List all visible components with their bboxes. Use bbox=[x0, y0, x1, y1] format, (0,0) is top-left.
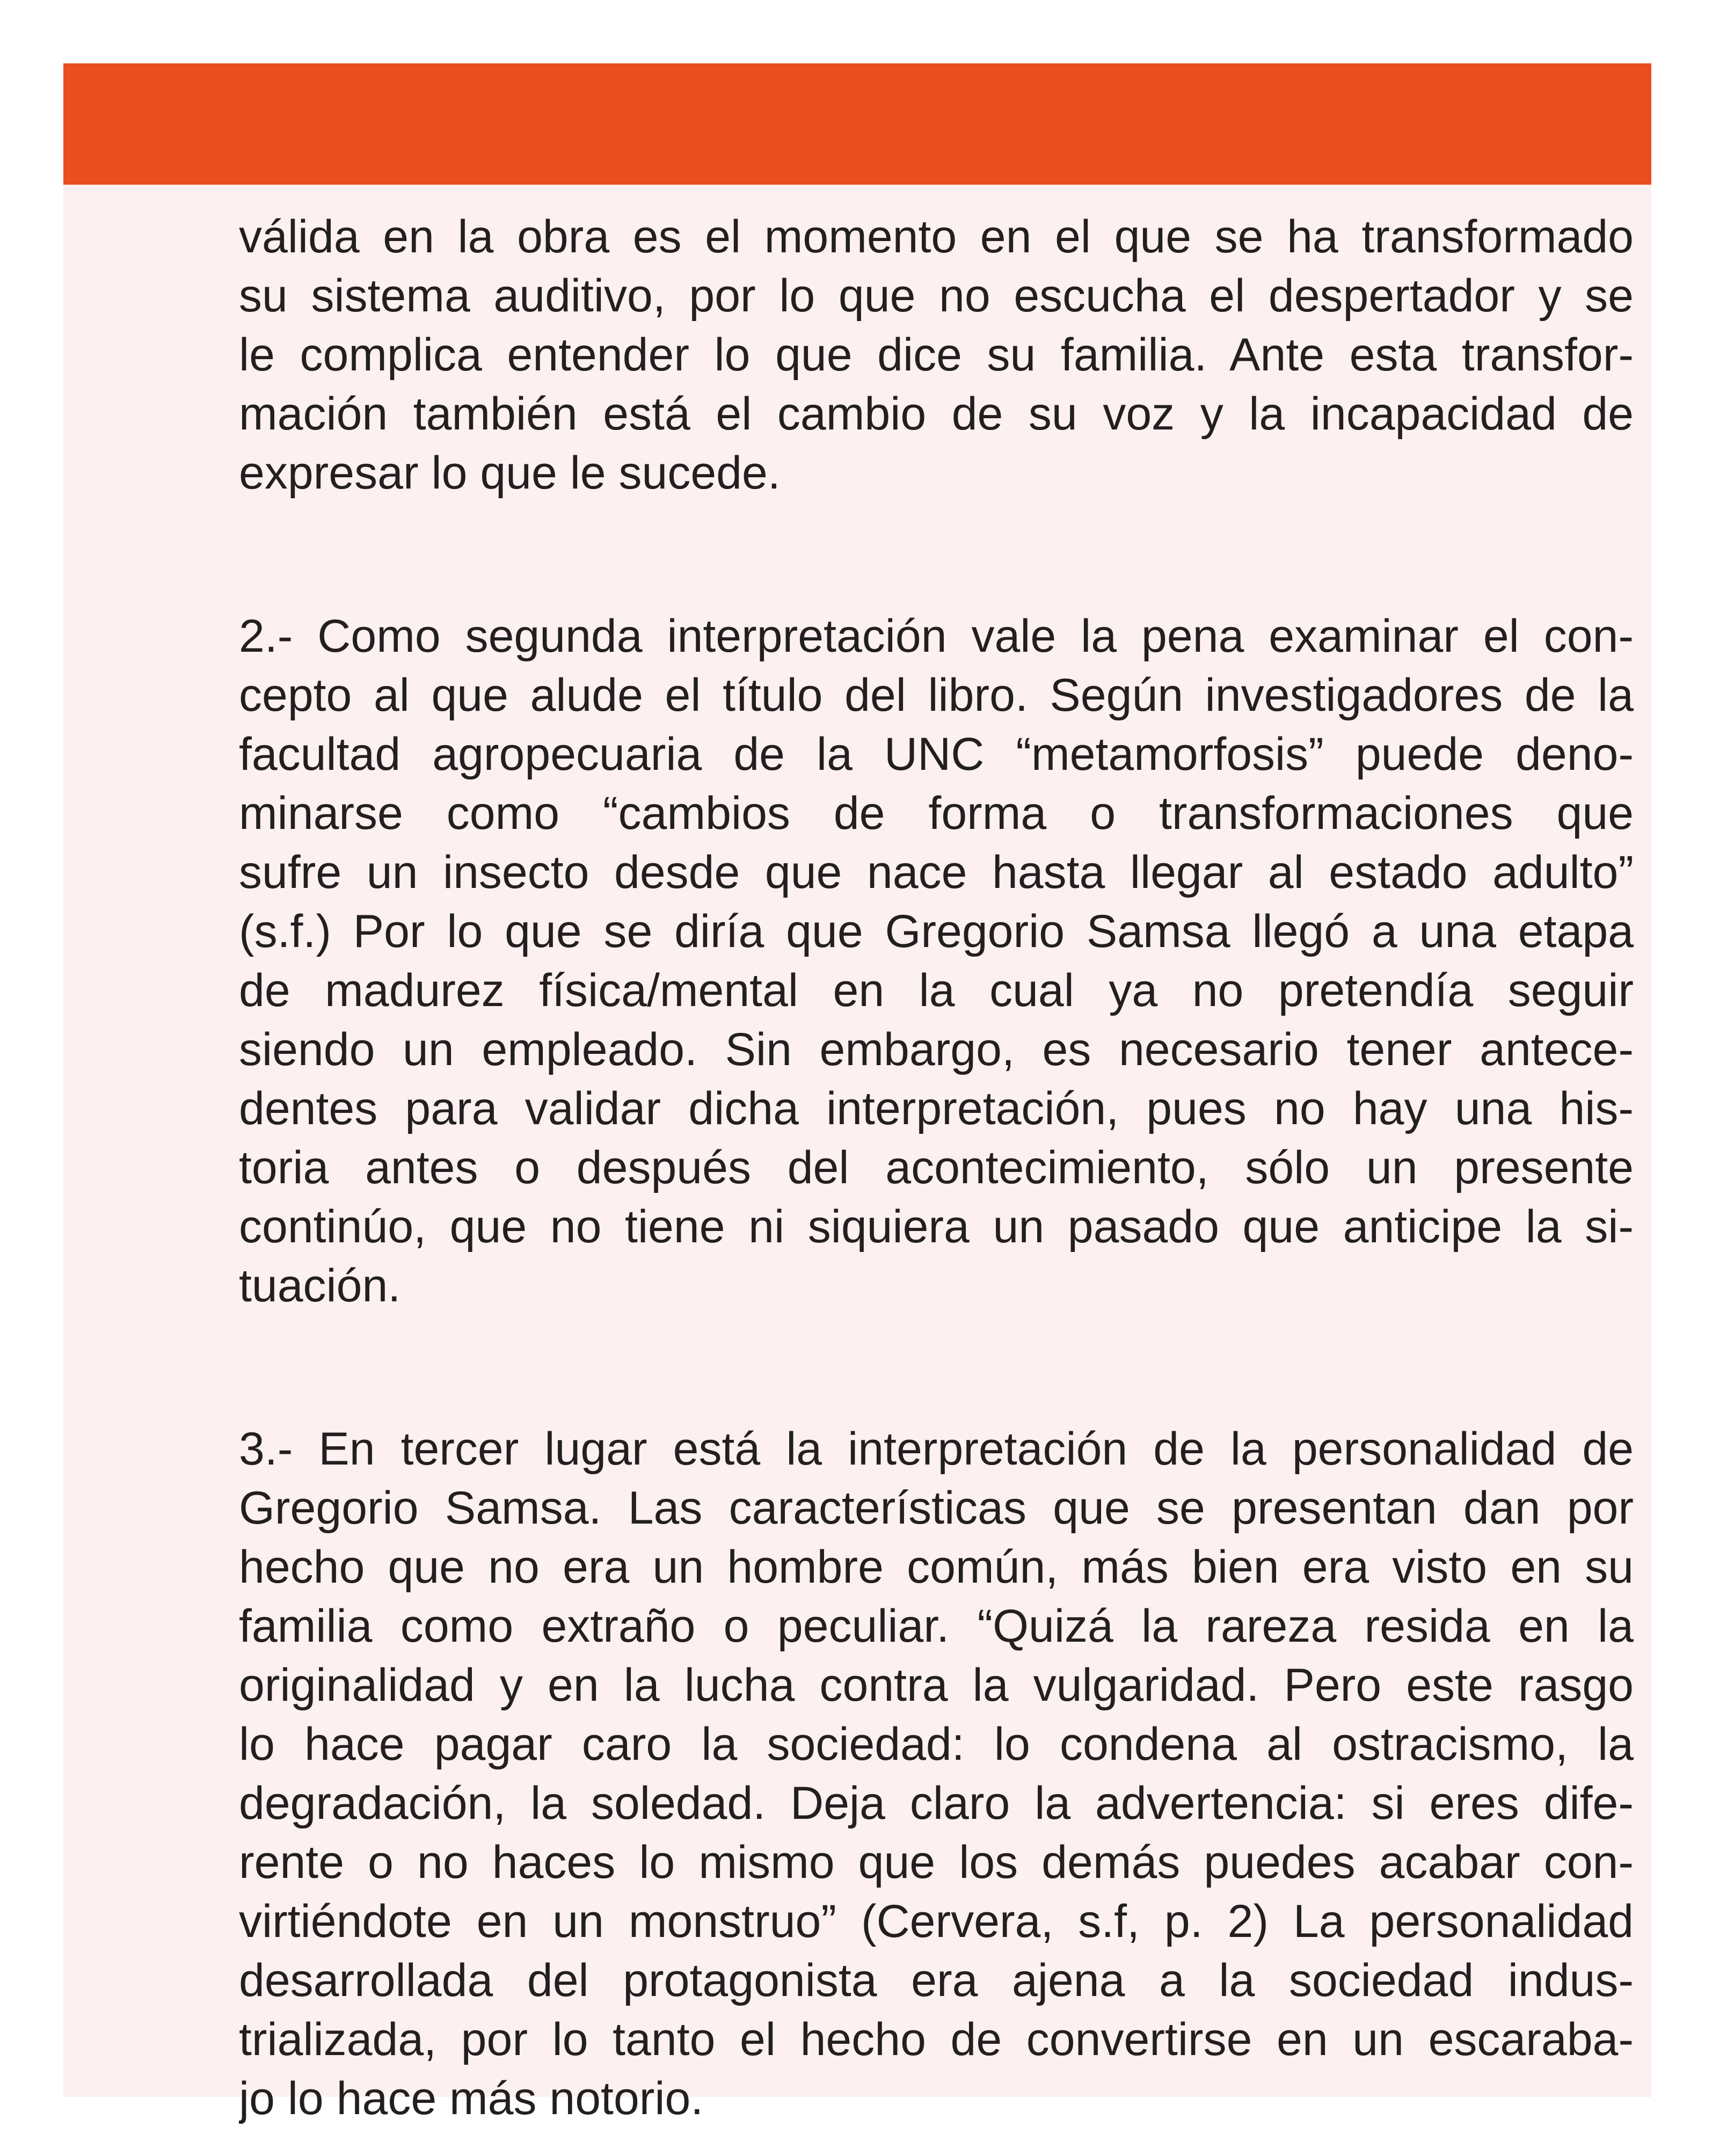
text-line: mación también está el cambio de su voz y la incapacidad de bbox=[239, 388, 1634, 440]
text-line: jo lo hace más notorio. bbox=[239, 2073, 704, 2124]
text-line: facultad agropecuaria de la UNC “metamorfosis” puede deno- bbox=[239, 729, 1634, 780]
text-line: tuación. bbox=[239, 1260, 401, 1312]
text-line: originalidad y en la lucha contra la vulgaridad. Pero este rasgo bbox=[239, 1659, 1634, 1711]
text-line: su sistema auditivo, por lo que no escucha el despertador y se bbox=[239, 270, 1634, 322]
header-band bbox=[63, 63, 1651, 185]
body-text bbox=[239, 207, 1634, 2128]
text-line: familia como extraño o peculiar. “Quizá la rareza resida en la bbox=[239, 1600, 1634, 1652]
text-line: 3.- En tercer lugar está la interpretación de la personalidad de bbox=[239, 1423, 1634, 1475]
text-line: desarrollada del protagonista era ajena a la sociedad indus- bbox=[239, 1955, 1634, 2006]
text-line: cepto al que alude el título del libro. Según investigadores de la bbox=[239, 669, 1634, 721]
text-line: le complica entender lo que dice su familia. Ante esta transfor- bbox=[239, 329, 1634, 381]
paragraph-continuation bbox=[239, 207, 1634, 502]
text-line: siendo un empleado. Sin embargo, es necesario tener antece- bbox=[239, 1024, 1634, 1075]
text-line: rente o no haces lo mismo que los demás puedes acabar con- bbox=[239, 1837, 1634, 1888]
paragraph-interpretation-3 bbox=[239, 1419, 1634, 2128]
text-line: degradación, la soledad. Deja claro la advertencia: si eres dife- bbox=[239, 1778, 1634, 1829]
text-line: 2.- Como segunda interpretación vale la pena examinar el con- bbox=[239, 610, 1634, 662]
text-line: sufre un insecto desde que nace hasta llegar al estado adulto” bbox=[239, 847, 1634, 898]
text-line: dentes para validar dicha interpretación, pues no hay una his- bbox=[239, 1083, 1634, 1134]
paragraph-interpretation-2 bbox=[239, 607, 1634, 1315]
text-line: minarse como “cambios de forma o transformaciones que bbox=[239, 788, 1634, 839]
text-line: válida en la obra es el momento en el que se ha transformado bbox=[239, 211, 1634, 263]
text-line: de madurez física/mental en la cual ya no pretendía seguir bbox=[239, 965, 1634, 1016]
text-line: expresar lo que le sucede. bbox=[239, 447, 781, 499]
page-panel bbox=[63, 63, 1651, 2124]
text-line: Gregorio Samsa. Las características que se presentan dan por bbox=[239, 1482, 1634, 1534]
text-line: continúo, que no tiene ni siquiera un pasado que anticipe la si- bbox=[239, 1201, 1634, 1252]
text-line: toria antes o después del acontecimiento, sólo un presente bbox=[239, 1142, 1634, 1193]
text-line: lo hace pagar caro la sociedad: lo condena al ostracismo, la bbox=[239, 1718, 1634, 1770]
text-line: (s.f.) Por lo que se diría que Gregorio Samsa llegó a una etapa bbox=[239, 906, 1634, 957]
text-line: trializada, por lo tanto el hecho de convertirse en un escaraba- bbox=[239, 2014, 1634, 2065]
text-line: hecho que no era un hombre común, más bien era visto en su bbox=[239, 1541, 1634, 1593]
text-line: virtiéndote en un monstruo” (Cervera, s.f, p. 2) La personalidad bbox=[239, 1896, 1634, 1947]
